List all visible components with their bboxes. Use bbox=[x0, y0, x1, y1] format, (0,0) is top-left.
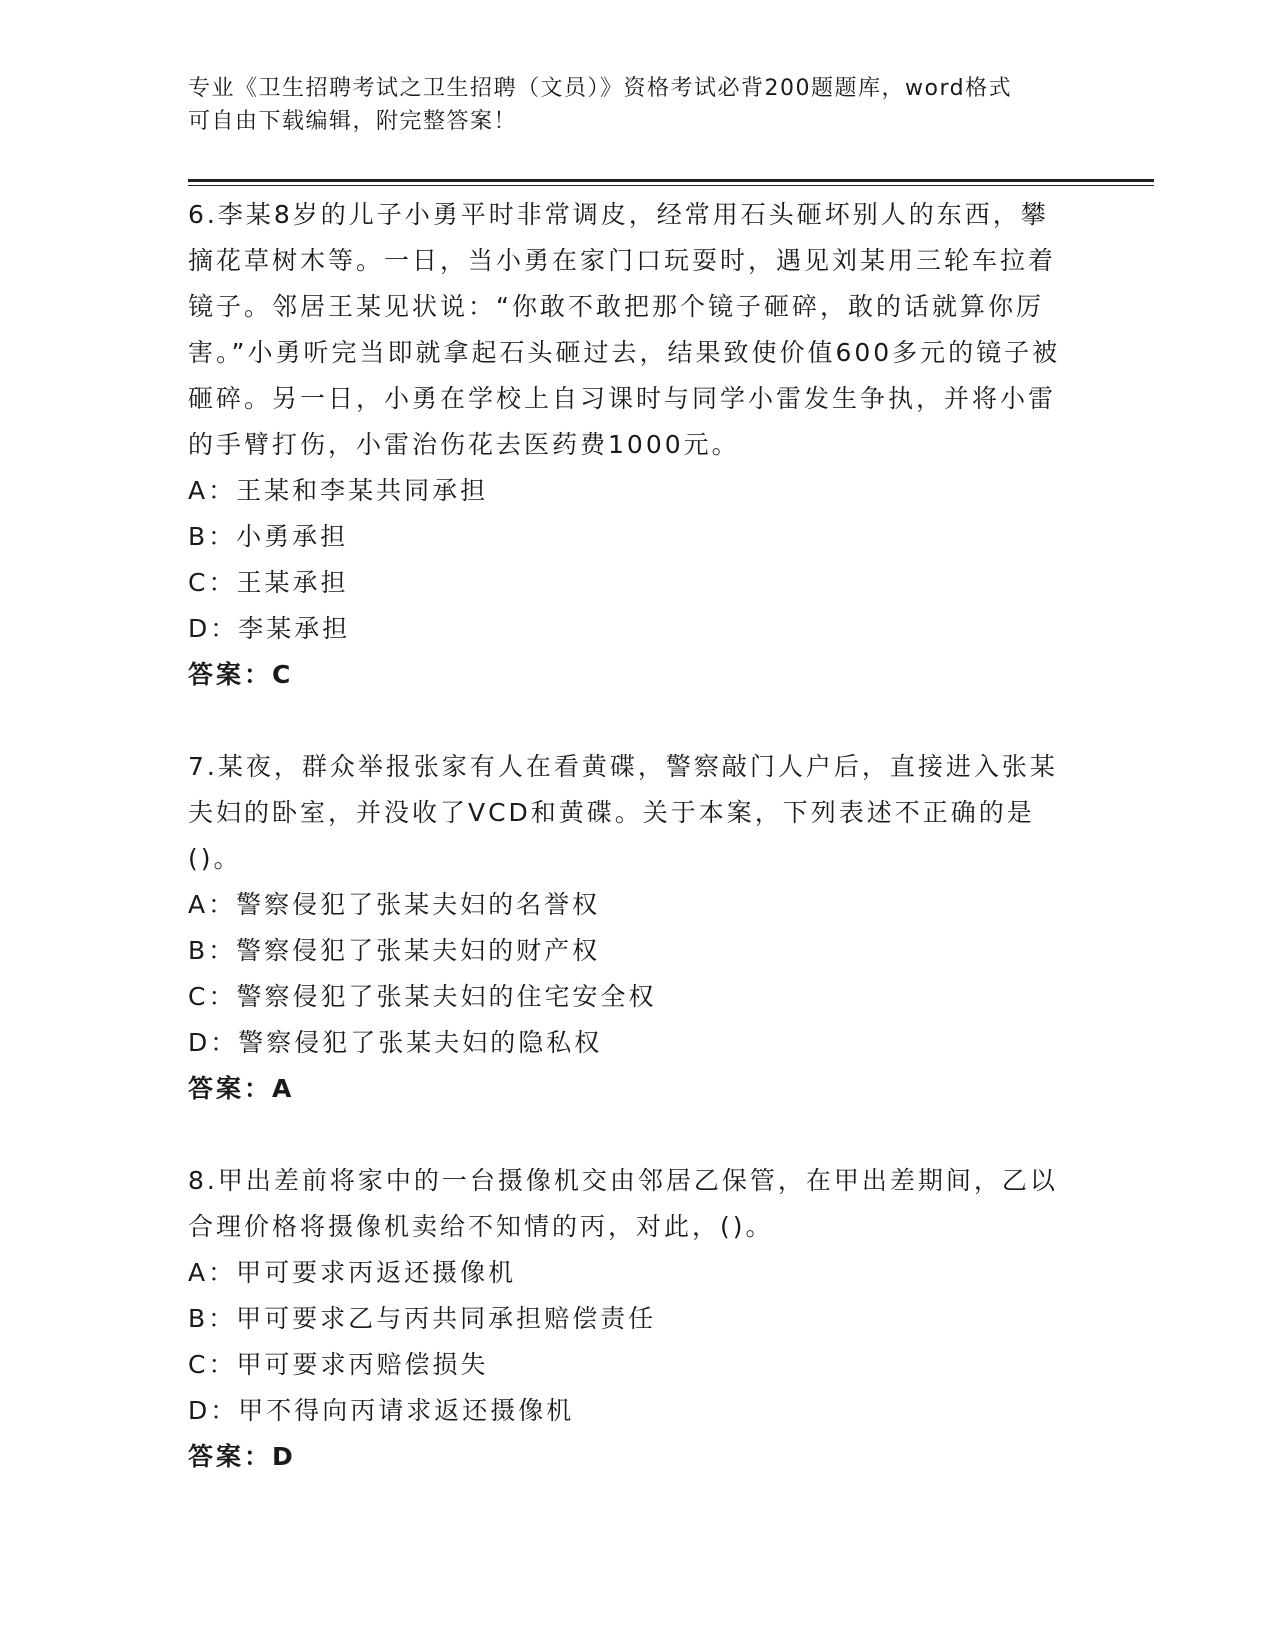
option-d: D：甲不得向丙请求返还摄像机 bbox=[188, 1396, 575, 1425]
option-c: C：甲可要求丙赔偿损失 bbox=[188, 1350, 489, 1379]
question-6 bbox=[188, 192, 1068, 698]
answer-label: 答案：D bbox=[188, 1442, 296, 1471]
option-d: D：警察侵犯了张某夫妇的隐私权 bbox=[188, 1028, 603, 1057]
option-b: B：警察侵犯了张某夫妇的财产权 bbox=[188, 936, 601, 965]
header-divider-thin bbox=[188, 185, 1154, 186]
question-stem: 7.某夜，群众举报张家有人在看黄碟，警察敲门人户后，直接进入张某夫妇的卧室，并没收了VCD和黄碟。关于本案，下列表述不正确的是()。 bbox=[188, 752, 1058, 873]
option-d: D：李某承担 bbox=[188, 614, 351, 643]
option-b: B：甲可要求乙与丙共同承担赔偿责任 bbox=[188, 1304, 657, 1333]
answer-label: 答案：C bbox=[188, 660, 294, 689]
option-a: A：王某和李某共同承担 bbox=[188, 476, 489, 505]
question-stem: 8.甲出差前将家中的一台摄像机交由邻居乙保管，在甲出差期间，乙以合理价格将摄像机卖给不知情的丙，对此，()。 bbox=[188, 1166, 1058, 1241]
answer-label: 答案：A bbox=[188, 1074, 295, 1103]
question-list bbox=[188, 192, 1068, 1526]
question-8 bbox=[188, 1158, 1068, 1480]
header-line-1: 专业《卫生招聘考试之卫生招聘（文员）》资格考试必背200题题库，word格式 bbox=[188, 76, 1013, 101]
question-stem: 6.李某8岁的儿子小勇平时非常调皮，经常用石头砸坏别人的东西，攀摘花草树木等。一日，当小勇在家门口玩耍时，遇见刘某用三轮车拉着镜子。邻居王某见状说：“你敢不敢把那个镜子砸碎，敢的话就算你厉害。”小勇听完当即就拿起石头砸过去，结果致使价值600多元的镜子被砸碎。另一日，小勇在学校上自习课时与同学小雷发生争执，并将小雷的手臂打伤，小雷治伤花去医药费1000元。 bbox=[188, 200, 1061, 459]
document-header bbox=[188, 72, 1068, 138]
option-b: B：小勇承担 bbox=[188, 522, 349, 551]
question-7 bbox=[188, 744, 1068, 1112]
header-line-2: 可自由下载编辑，附完整答案！ bbox=[188, 109, 518, 134]
header-divider-thick bbox=[188, 179, 1154, 182]
option-c: C：警察侵犯了张某夫妇的住宅安全权 bbox=[188, 982, 657, 1011]
option-a: A：甲可要求丙返还摄像机 bbox=[188, 1258, 517, 1287]
option-c: C：王某承担 bbox=[188, 568, 349, 597]
option-a: A：警察侵犯了张某夫妇的名誉权 bbox=[188, 890, 601, 919]
